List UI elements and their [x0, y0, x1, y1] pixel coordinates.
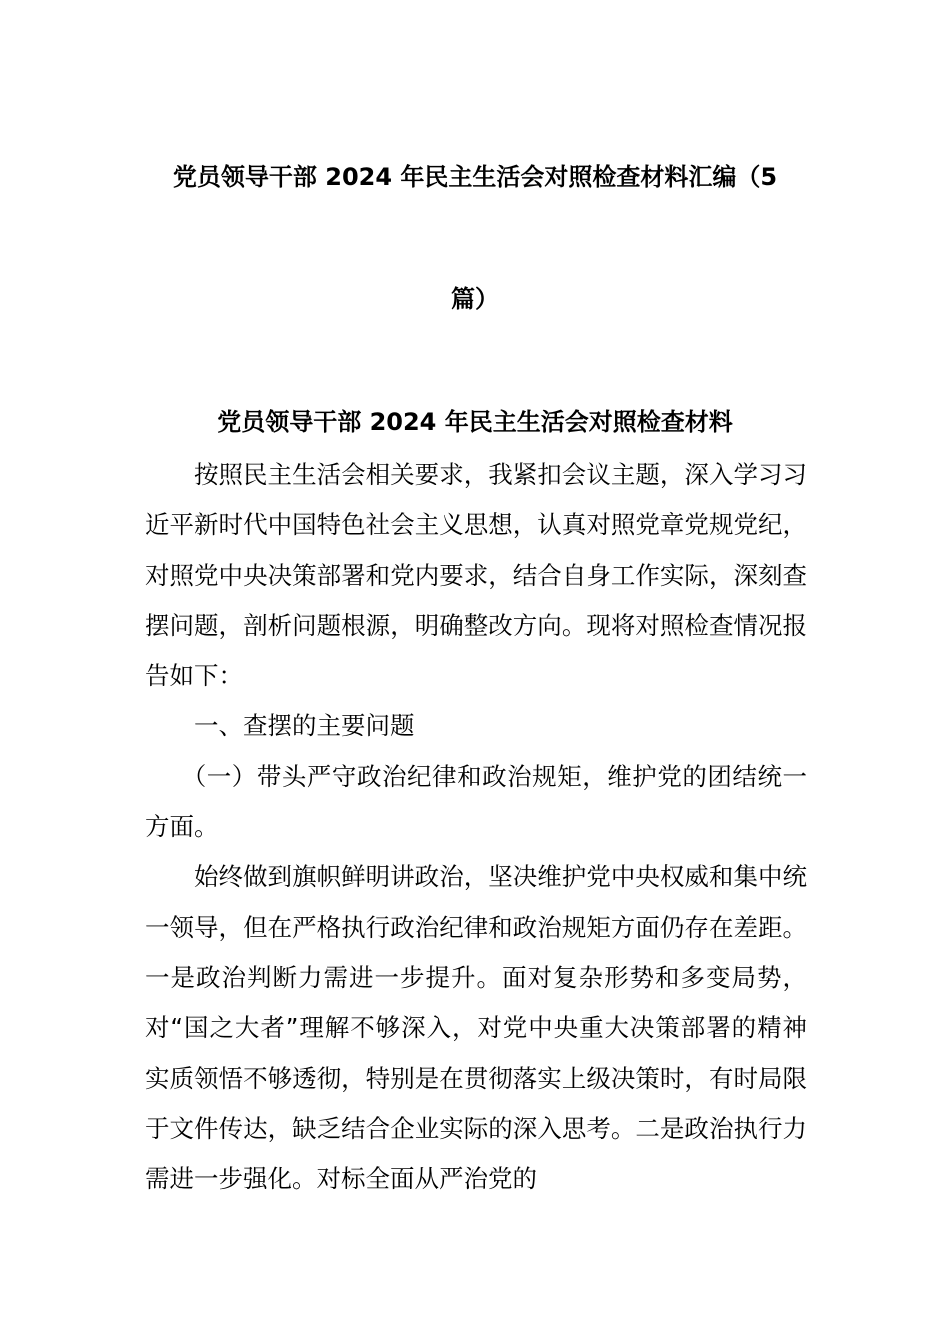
- document-title-line-1: 党员领导干部 2024 年民主生活会对照检查材料汇编（5: [172, 163, 778, 191]
- section-title: 党员领导干部 2024 年民主生活会对照检查材料: [217, 408, 733, 436]
- section-heading: 一、查摆的主要问题: [194, 711, 415, 741]
- body-paragraph: 始终做到旗帜鲜明讲政治，坚决维护党中央权威和集中统一领导，但在严格执行政治纪律和政治规矩方面仍存在差距。一是政治判断力需进一步提升。面对复杂形势和多变局势，对“国之大者”理解不够深入，对党中央重大决策部署的精神实质领悟不够透彻，特别是在贯彻落实上级决策时，有时局限于文件传达，缺乏结合企业实际的深入思考。二是政治执行力需进一步强化。对标全面从严治党的: [145, 862, 807, 1194]
- document-body: [145, 450, 807, 1204]
- document-title-line-2: 篇）: [451, 285, 499, 313]
- intro-paragraph: 按照民主生活会相关要求，我紧扣会议主题，深入学习习近平新时代中国特色社会主义思想，认真对照党章党规党纪，对照党中央决策部署和党内要求，结合自身工作实际，深刻查摆问题，剖析问题根源，明确整改方向。现将对照检查情况报告如下：: [145, 460, 807, 691]
- subsection-heading: （一）带头严守政治纪律和政治规矩，维护党的团结统一方面。: [145, 761, 807, 842]
